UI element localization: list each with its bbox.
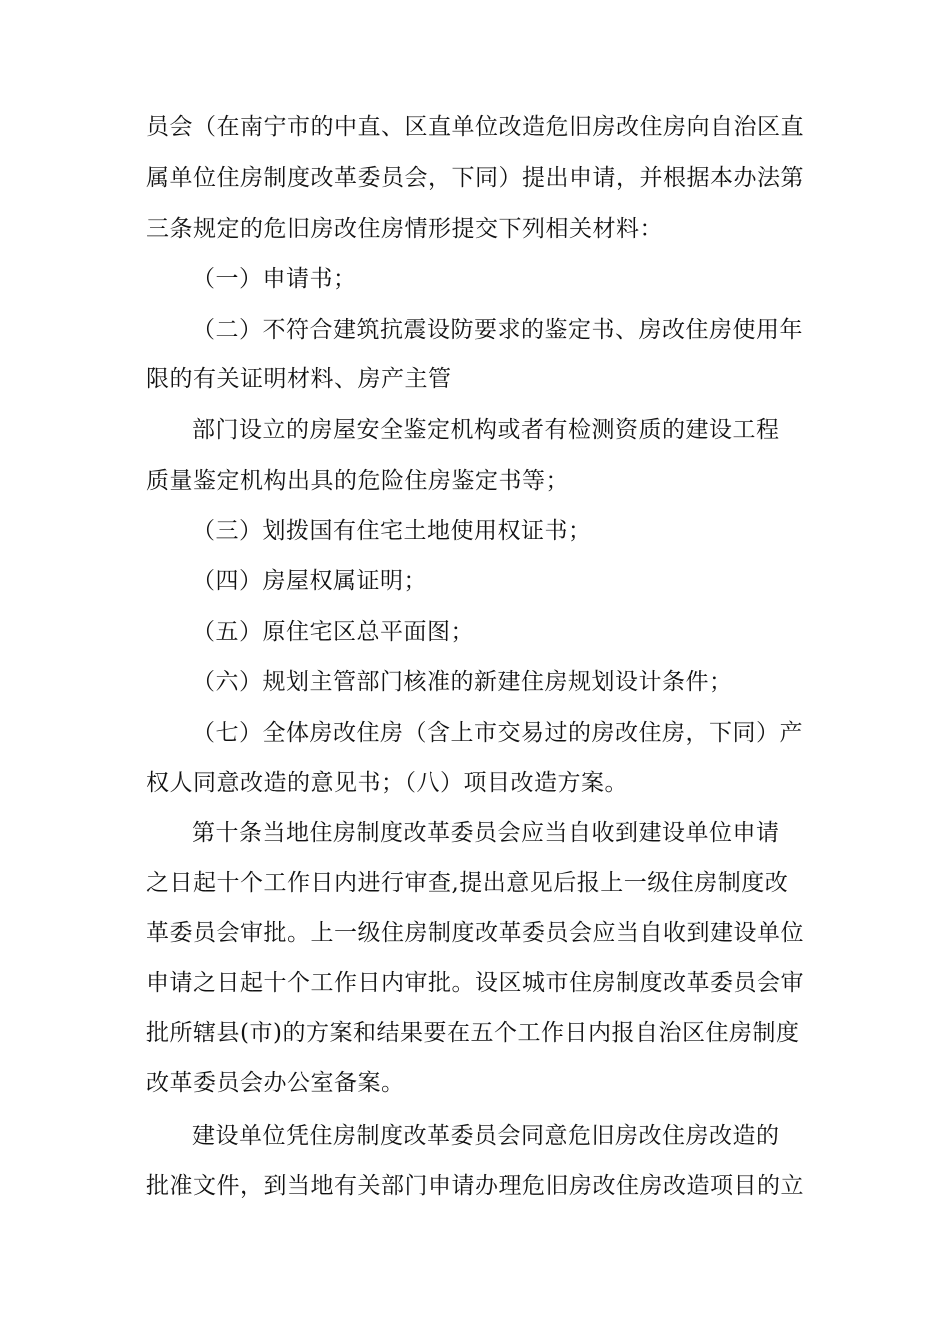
- paragraph-line: 建设单位凭住房制度改革委员会同意危旧房改住房改造的: [192, 1123, 780, 1149]
- list-item: （四）房屋权属证明；: [192, 568, 427, 594]
- paragraph-line: 批准文件，到当地有关部门申请办理危旧房改住房改造项目的立: [146, 1173, 804, 1199]
- paragraph-line: 改革委员会办公室备案。: [146, 1070, 405, 1096]
- paragraph-line: 第十条当地住房制度改革委员会应当自收到建设单位申请: [192, 820, 780, 846]
- paragraph-line: 批所辖县(市)的方案和结果要在五个工作日内报自治区住房制度: [146, 1020, 800, 1046]
- list-item: （六）规划主管部门核准的新建住房规划设计条件；: [192, 669, 733, 695]
- paragraph-line: 属单位住房制度改革委员会，下同）提出申请，并根据本办法第: [146, 165, 804, 191]
- paragraph-line: 权人同意改造的意见书；（八）项目改造方案。: [146, 770, 628, 796]
- paragraph-line: 三条规定的危旧房改住房情形提交下列相关材料：: [146, 216, 663, 242]
- list-item: （一）申请书；: [192, 266, 357, 292]
- paragraph-line: 之日起十个工作日内进行审查,提出意见后报上一级住房制度改: [146, 870, 789, 896]
- paragraph-line: 革委员会审批。上一级住房制度改革委员会应当自收到建设单位: [146, 920, 804, 946]
- paragraph-line: 限的有关证明材料、房产主管: [146, 366, 452, 392]
- list-item: （五）原住宅区总平面图；: [192, 619, 474, 645]
- paragraph-line: 部门设立的房屋安全鉴定机构或者有检测资质的建设工程: [192, 417, 780, 443]
- list-item: （三）划拨国有住宅土地使用权证书；: [192, 518, 592, 544]
- paragraph-line: 员会（在南宁市的中直、区直单位改造危旧房改住房向自治区直: [146, 114, 804, 140]
- list-item: （七）全体房改住房（含上市交易过的房改住房，下同）产: [192, 720, 803, 746]
- paragraph-line: 质量鉴定机构出具的危险住房鉴定书等；: [146, 468, 569, 494]
- paragraph-line: 申请之日起十个工作日内审批。设区城市住房制度改革委员会审: [146, 970, 804, 996]
- list-item: （二）不符合建筑抗震设防要求的鉴定书、房改住房使用年: [192, 317, 803, 343]
